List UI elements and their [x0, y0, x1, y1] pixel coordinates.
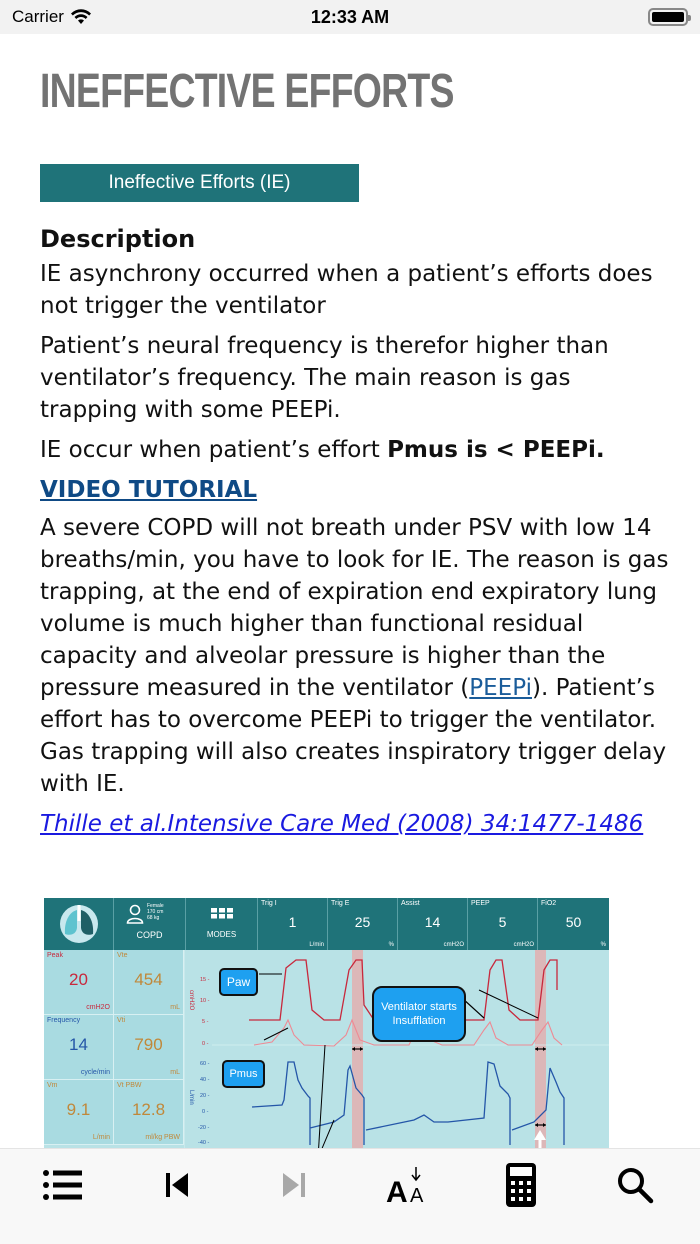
article-body: [40, 222, 670, 848]
metric-value: 454: [134, 970, 163, 989]
metric-unit: mL: [170, 1069, 180, 1076]
calculator-button[interactable]: [496, 1163, 546, 1207]
metric-value: 14: [69, 1035, 88, 1054]
metric-label: Peak: [47, 952, 63, 959]
section-banner: Ineffective Efforts (IE): [40, 164, 359, 202]
setting-value: 1: [288, 914, 297, 930]
metric-unit: L/min: [92, 1134, 110, 1141]
modes-label: MODES: [206, 930, 237, 939]
metric-unit: cycle/min: [80, 1069, 110, 1076]
copd-text-2: ). Patient’s effort has to overcome PEEPi to trigger the ventilator. Gas trapping will also creates inspiratory trigger delay with IE.: [40, 675, 667, 797]
svg-text:L/min: L/min: [188, 1090, 194, 1105]
bottom-toolbar: [0, 1148, 700, 1244]
setting-label: PEEP: [471, 900, 490, 907]
contents-button[interactable]: [38, 1163, 88, 1207]
metric-peak: [44, 950, 114, 1015]
svg-text:10 -: 10 -: [200, 998, 210, 1004]
person-icon: [126, 904, 144, 924]
setting-trig-e: [328, 898, 398, 950]
setting-fio2: [538, 898, 609, 950]
setting-value: 50: [565, 914, 582, 930]
metrics-panel: [44, 950, 184, 1148]
setting-assist: [398, 898, 468, 950]
paragraph-condition: [40, 434, 670, 466]
wifi-icon: [70, 9, 92, 25]
paw-callout: Paw: [219, 968, 258, 996]
lungs-logo: [44, 898, 114, 950]
modes-button: [186, 898, 258, 950]
battery-icon: [648, 8, 688, 26]
setting-label: Assist: [401, 900, 420, 907]
previous-button[interactable]: [153, 1163, 203, 1207]
svg-text:-40 -: -40 -: [198, 1140, 210, 1146]
lungs-icon: [44, 898, 114, 950]
patient-details: [147, 903, 164, 921]
skip-back-icon: [164, 1171, 192, 1199]
patient-weight: 68 kg: [147, 915, 160, 921]
copd-text-1: A severe COPD will not breath under PSV with low 14 breaths/min, you have to look for IE. The reason is gas trapping, at the end of expiration end expiratory lung volume is much higher than functional residual capacity and alveolar pressure is higher than the pressure measured in the ventilator (: [40, 515, 669, 701]
svg-text:5 -: 5 -: [202, 1019, 209, 1025]
pmus-callout: Pmus: [222, 1060, 265, 1088]
setting-value: 14: [424, 914, 441, 930]
calculator-icon: [506, 1163, 536, 1207]
ventilator-callout: Ventilator starts Insufflation: [372, 986, 466, 1042]
metric-vm: [44, 1080, 114, 1145]
svg-text:0 -: 0 -: [202, 1041, 209, 1047]
setting-unit: %: [388, 942, 394, 948]
setting-value: 5: [498, 914, 507, 930]
svg-text:15 -: 15 -: [200, 977, 210, 983]
setting-label: FiO2: [541, 900, 557, 907]
metric-value: 790: [134, 1035, 163, 1054]
metric-vti: [114, 1015, 184, 1080]
setting-trig-i: [258, 898, 328, 950]
paragraph-copd: [40, 512, 670, 800]
setting-unit: cmH2O: [513, 942, 534, 948]
metric-unit: mL: [170, 1004, 180, 1011]
skip-forward-icon: [279, 1171, 307, 1199]
ventilator-header: [44, 898, 609, 950]
svg-text:0 -: 0 -: [202, 1109, 209, 1115]
svg-text:cmH2O: cmH2O: [188, 990, 194, 1011]
list-icon: [42, 1168, 84, 1202]
search-button[interactable]: [610, 1163, 660, 1207]
setting-unit: cmH2O: [443, 942, 464, 948]
metric-vte: [114, 950, 184, 1015]
setting-unit: L/min: [309, 942, 324, 948]
carrier-info: [12, 7, 92, 27]
svg-text:40 -: 40 -: [200, 1077, 210, 1083]
description-heading: Description: [40, 225, 196, 253]
video-tutorial-link[interactable]: VIDEO TUTORIAL: [40, 477, 258, 503]
metric-value: 9.1: [66, 1100, 91, 1119]
page-title: INEFFECTIVE EFFORTS: [40, 65, 454, 118]
metric-label: Vm: [47, 1082, 58, 1089]
setting-label: Trig E: [331, 900, 350, 907]
svg-text:20 -: 20 -: [200, 1093, 210, 1099]
next-button[interactable]: [268, 1163, 318, 1207]
article-scroll-view[interactable]: [0, 34, 700, 1148]
metric-frequency: [44, 1015, 114, 1080]
condition-text: IE occur when patient’s effort: [40, 437, 388, 463]
setting-value: 25: [354, 914, 371, 930]
grid-icon: [211, 908, 233, 924]
metric-value: 12.8: [131, 1100, 166, 1119]
status-bar: [0, 0, 700, 34]
paragraph-definition: IE asynchrony occurred when a patient’s efforts does not trigger the ventilator: [40, 261, 653, 319]
patient-condition: COPD: [136, 930, 163, 940]
svg-text:A: A: [410, 1185, 424, 1205]
reference-link[interactable]: Thille et al.Intensive Care Med (2008) 34:1477-1486: [40, 811, 644, 837]
svg-text:A: A: [386, 1176, 408, 1205]
text-size-icon: [386, 1165, 430, 1205]
clock: 12:33 AM: [310, 6, 390, 27]
metric-label: Frequency: [47, 1017, 81, 1024]
metric-vt-pbw: [114, 1080, 184, 1145]
svg-text:60 -: 60 -: [200, 1061, 210, 1067]
setting-peep: [468, 898, 538, 950]
peepi-link[interactable]: PEEPi: [469, 675, 532, 701]
metric-label: Vte: [117, 952, 128, 959]
patient-height: 170 cm: [147, 909, 164, 915]
metric-unit: ml/kg PBW: [145, 1134, 180, 1141]
carrier-label: Carrier: [12, 7, 64, 26]
metric-label: Vti: [117, 1017, 126, 1024]
condition-bold: Pmus is < PEEPi.: [387, 437, 605, 463]
metric-value: 20: [69, 970, 88, 989]
metric-label: Vt PBW: [117, 1082, 142, 1089]
metric-unit: cmH2O: [86, 1004, 110, 1011]
text-size-button[interactable]: [383, 1163, 433, 1207]
svg-text:-20 -: -20 -: [198, 1125, 210, 1131]
patient-profile: [114, 898, 186, 950]
setting-unit: %: [600, 942, 606, 948]
setting-label: Trig I: [261, 900, 277, 907]
search-icon: [616, 1166, 654, 1204]
paragraph-frequency: Patient’s neural frequency is therefor higher than ventilator’s frequency. The main reason is gas trapping with some PEEPi.: [40, 333, 609, 423]
patient-sex: Female: [147, 903, 164, 909]
ventilator-waveform-figure: [44, 898, 609, 1148]
